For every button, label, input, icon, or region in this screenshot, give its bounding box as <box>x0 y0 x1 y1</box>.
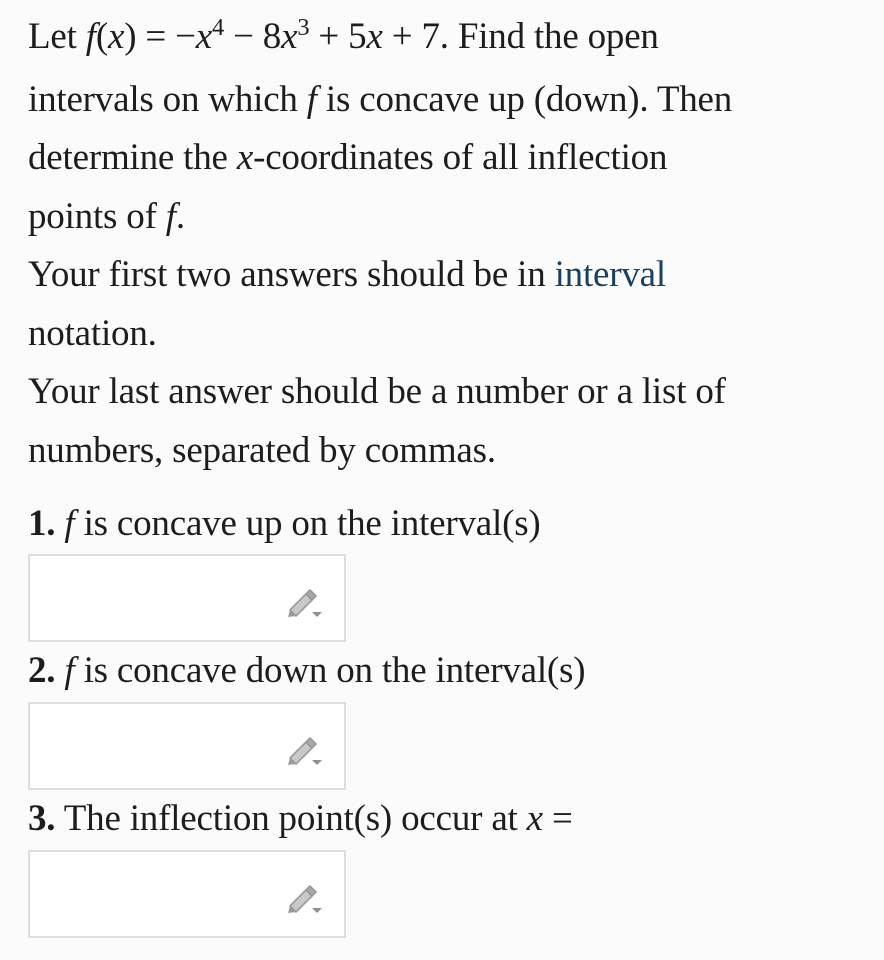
problem-line-1 <box>28 8 868 71</box>
problem-text: points of <box>28 195 166 237</box>
problem-line-2 <box>28 71 868 130</box>
math-x: x <box>107 16 125 57</box>
answer-input-2[interactable] <box>28 702 346 790</box>
question-2-label <box>28 649 585 693</box>
math-f: f <box>165 195 176 237</box>
instruction-text: Your first two answers should be in <box>28 254 555 295</box>
instruction-interval <box>28 246 868 363</box>
problem-text: determine the <box>28 137 237 178</box>
question-text: is concave down on the interval(s) <box>74 650 586 691</box>
math-x: x <box>195 16 213 57</box>
problem-text: is concave up (down). Then <box>316 78 733 120</box>
problem-text: intervals on which <box>28 78 307 120</box>
answer-input-1[interactable] <box>28 554 346 642</box>
instruction-numbers <box>28 363 868 480</box>
math-f: f <box>64 503 75 544</box>
math-exponent: 3 <box>297 14 310 42</box>
math-equals: = − <box>136 16 196 57</box>
answer-input-3[interactable] <box>28 850 346 938</box>
math-paren-close: ) <box>124 16 137 57</box>
math-exponent: 4 <box>212 14 225 42</box>
math-f: f <box>306 78 317 120</box>
math-coefficient: + 5 <box>309 16 367 57</box>
question-number: 3. <box>28 798 56 839</box>
math-x: x <box>526 798 543 839</box>
problem-text: Let <box>28 16 86 57</box>
math-x: x <box>281 16 298 57</box>
math-equals: = <box>542 798 573 839</box>
math-coefficient: − 8 <box>224 16 282 57</box>
problem-line-4 <box>28 188 868 247</box>
math-f: f <box>85 16 96 57</box>
pencil-dropdown-icon[interactable] <box>282 584 326 618</box>
question-3-label <box>28 797 573 841</box>
pencil-dropdown-icon[interactable] <box>282 880 326 914</box>
problem-text: . <box>175 195 185 237</box>
math-x: x <box>236 137 254 178</box>
interval-notation-link[interactable]: interval <box>554 254 666 295</box>
problem-text: + 7. Find the open <box>382 16 659 57</box>
math-paren-open: ( <box>95 16 108 57</box>
problem-line-3 <box>28 129 868 188</box>
math-f: f <box>64 650 75 691</box>
math-x: x <box>366 16 383 57</box>
question-1-label <box>28 502 541 546</box>
problem-text: -coordinates of all inflection <box>253 137 668 178</box>
question-text: is concave up on the interval(s) <box>74 503 541 544</box>
question-text: The inflection point(s) occur at <box>55 798 527 839</box>
problem-statement <box>28 8 868 480</box>
instruction-text: Your last answer should be a number or a list of numbers, separated by commas. <box>28 371 726 471</box>
pencil-dropdown-icon[interactable] <box>282 732 326 766</box>
instruction-text: notation. <box>28 312 157 354</box>
question-number: 1. <box>28 503 56 544</box>
question-number: 2. <box>28 650 56 691</box>
